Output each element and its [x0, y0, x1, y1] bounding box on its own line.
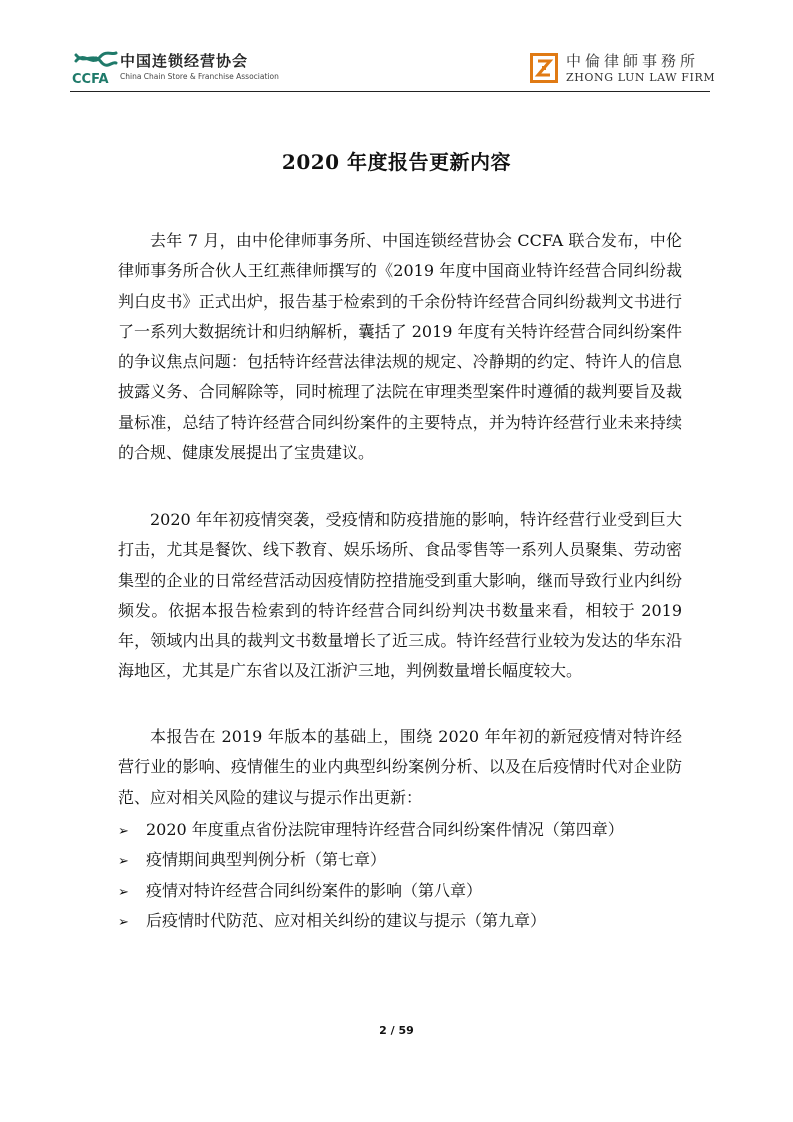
- arrow-bullet-icon: ➢: [118, 854, 129, 870]
- header-divider: [70, 91, 710, 92]
- ccfa-logo-text: CCFA: [72, 72, 109, 87]
- ccfa-name-cn: 中国连锁经营协会: [120, 52, 249, 70]
- paragraph-1: 去年 7 月，由中伦律师事务所、中国连锁经营协会 CCFA 联合发布，中伦律师事务所合伙人王红燕律师撰写的《2019 年度中国商业特许经营合同纠纷裁判白皮书》正式出炉，报告基于检索到的千余份特许经营合同纠纷裁判文书进行了一系列大数据统计和归纳解析，囊括了 2019 年度有关特许经营合同纠纷案件的争议焦点问题：包括特许经营法律法规的规定、冷静期的约定、特许人的信息披露义务、合同解除等，同时梳理了法院在审理类型案件时遵循的裁判要旨及裁量标准，总结了特许经营合同纠纷案件的主要特点，并为特许经营行业未来持续的合规、健康发展提出了宝贵建议。: [118, 231, 682, 463]
- law-firm-name-cn: 中倫律師事務所: [566, 52, 700, 70]
- list-item: [118, 815, 682, 845]
- arrow-bullet-icon: ➢: [118, 884, 129, 900]
- page-number: 2 / 59: [379, 1024, 414, 1037]
- list-item-text: 2020 年度重点省份法院审理特许经营合同纠纷案件情况（第四章）: [146, 820, 624, 839]
- arrow-bullet-icon: ➢: [118, 824, 129, 839]
- list-item: [118, 845, 682, 875]
- page-header: [0, 0, 793, 100]
- arrow-bullet-icon: ➢: [118, 914, 129, 930]
- list-item-text: 后疫情时代防范、应对相关纠纷的建议与提示（第九章）: [146, 910, 547, 930]
- list-item: [118, 876, 682, 906]
- ccfa-logo-icon: [70, 47, 120, 89]
- list-item: [118, 906, 682, 936]
- list-item-text: 疫情期间典型判例分析（第七章）: [146, 850, 387, 870]
- zhonglun-logo-icon: [530, 53, 558, 83]
- page-title: 2020 年度报告更新内容: [281, 150, 512, 174]
- law-firm-name-en: ZHONG LUN LAW FIRM: [566, 71, 716, 84]
- ccfa-name-en: China Chain Store & Franchise Association: [120, 72, 279, 81]
- list-item-text: 疫情对特许经营合同纠纷案件的影响（第八章）: [146, 880, 483, 900]
- paragraph-2: 2020 年年初疫情突袭，受疫情和防疫措施的影响，特许经营行业受到巨大打击，尤其是餐饮、线下教育、娱乐场所、食品零售等一系列人员聚集、劳动密集型的企业的日常经营活动因疫情防控措施受到重大影响，继而导致行业内纠纷频发。依据本报告检索到的特许经营合同纠纷判决书数量来看，相较于 2019 年，领域内出具的裁判文书数量增长了近三成。特许经营行业较为发达的华东沿海地区，尤其是广东省以及江浙沪三地，判例数量增长幅度较大。: [118, 510, 682, 681]
- paragraph-3: 本报告在 2019 年版本的基础上，围绕 2020 年年初的新冠疫情对特许经营行业的影响、疫情催生的业内典型纠纷案例分析、以及在后疫情时代对企业防范、应对相关风险的建议与提示作出更新：: [118, 727, 682, 807]
- update-list: [118, 815, 682, 936]
